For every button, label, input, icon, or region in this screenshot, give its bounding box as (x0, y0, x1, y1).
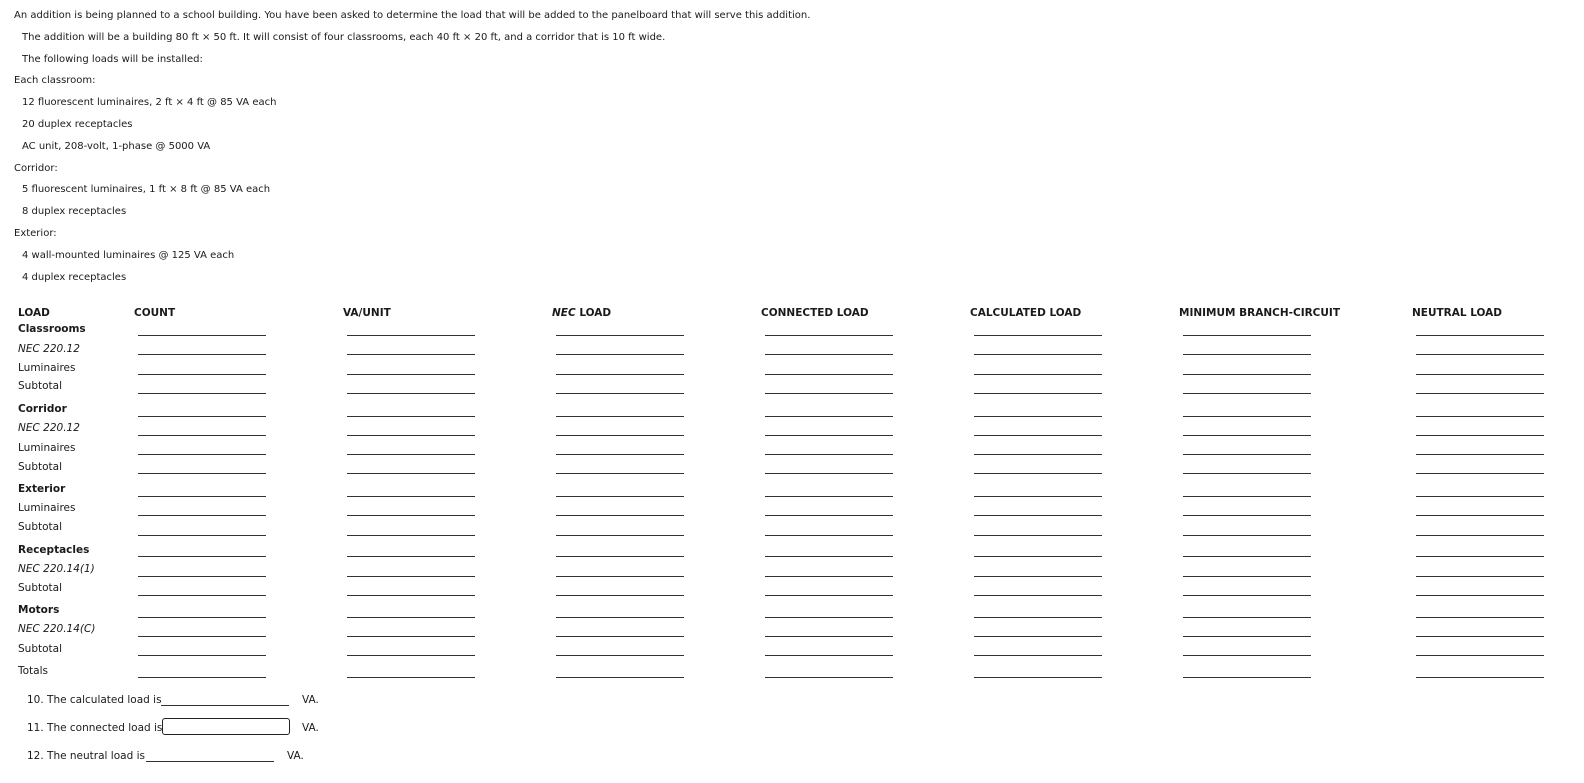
calculated-load-blank[interactable] (974, 496, 1102, 497)
count-blank[interactable] (138, 636, 266, 637)
row-label: Receptacles (18, 544, 90, 556)
nec-load-blank[interactable] (556, 655, 684, 656)
intro-line: An addition is being planned to a school building. You have been asked to determine the load that will be added to the panelboard that will serve this addition. (14, 10, 811, 21)
connected-load-blank[interactable] (765, 335, 893, 336)
row-label: Subtotal (18, 521, 62, 533)
count-blank[interactable] (138, 374, 266, 375)
row-label: Subtotal (18, 643, 62, 655)
calculated-load-blank[interactable] (974, 535, 1102, 536)
count-blank[interactable] (138, 335, 266, 336)
nec-load-blank[interactable] (556, 374, 684, 375)
count-blank[interactable] (138, 677, 266, 678)
count-blank[interactable] (138, 576, 266, 577)
nec-load-blank[interactable] (556, 393, 684, 394)
min-branch-circuit-blank[interactable] (1183, 435, 1311, 436)
va-unit-blank[interactable] (347, 636, 475, 637)
neutral-load-blank[interactable] (1416, 435, 1544, 436)
row-label: Exterior (18, 483, 66, 495)
question-11-answer-field[interactable] (162, 718, 290, 735)
min-branch-circuit-blank[interactable] (1183, 354, 1311, 355)
neutral-load-blank[interactable] (1416, 354, 1544, 355)
question-11-unit: VA. (302, 722, 319, 734)
intro-line: The following loads will be installed: (22, 53, 203, 65)
count-blank[interactable] (138, 354, 266, 355)
count-blank[interactable] (138, 617, 266, 618)
connected-load-blank[interactable] (765, 617, 893, 618)
va-unit-blank[interactable] (347, 655, 475, 656)
connected-load-blank[interactable] (765, 515, 893, 516)
connected-load-blank[interactable] (765, 636, 893, 637)
header-nec-rest: LOAD (575, 307, 612, 319)
row-label: Subtotal (18, 380, 62, 392)
intro-line: 20 duplex receptacles (22, 118, 133, 130)
row-label: Subtotal (18, 461, 62, 473)
intro-line: 5 fluorescent luminaires, 1 ft × 8 ft @ 85 VA each (22, 184, 271, 196)
va-unit-blank[interactable] (347, 374, 475, 375)
connected-load-blank[interactable] (765, 576, 893, 577)
neutral-load-blank[interactable] (1416, 515, 1544, 516)
va-unit-blank[interactable] (347, 677, 475, 678)
row-label: NEC 220.14(C) (18, 623, 96, 635)
va-unit-blank[interactable] (347, 435, 475, 436)
va-unit-blank[interactable] (347, 354, 475, 355)
va-unit-blank[interactable] (347, 556, 475, 557)
va-unit-blank[interactable] (347, 535, 475, 536)
row-label: Luminaires (18, 362, 76, 374)
header-nec-load (552, 307, 611, 319)
min-branch-circuit-blank[interactable] (1183, 576, 1311, 577)
intro-line: 8 duplex receptacles (22, 206, 127, 218)
va-unit-blank[interactable] (347, 335, 475, 336)
connected-load-blank[interactable] (765, 416, 893, 417)
calculated-load-blank[interactable] (974, 435, 1102, 436)
header-va-unit: VA/UNIT (343, 307, 391, 319)
row-label: Corridor (18, 403, 67, 415)
question-12-label: 12. The neutral load is (27, 750, 145, 762)
row-label: NEC 220.12 (18, 343, 80, 355)
calculated-load-blank[interactable] (974, 556, 1102, 557)
header-nec-italic: NEC (552, 307, 576, 319)
calculated-load-blank[interactable] (974, 655, 1102, 656)
min-branch-circuit-blank[interactable] (1183, 595, 1311, 596)
neutral-load-blank[interactable] (1416, 535, 1544, 536)
intro-line: 12 fluorescent luminaires, 2 ft × 4 ft @ 85 VA each (22, 97, 277, 109)
min-branch-circuit-blank[interactable] (1183, 335, 1311, 336)
nec-load-blank[interactable] (556, 677, 684, 678)
header-load: LOAD (18, 307, 50, 319)
intro-line: Corridor: (14, 162, 58, 174)
min-branch-circuit-blank[interactable] (1183, 515, 1311, 516)
neutral-load-blank[interactable] (1416, 393, 1544, 394)
min-branch-circuit-blank[interactable] (1183, 454, 1311, 455)
nec-load-blank[interactable] (556, 576, 684, 577)
neutral-load-blank[interactable] (1416, 576, 1544, 577)
min-branch-circuit-blank[interactable] (1183, 374, 1311, 375)
count-blank[interactable] (138, 595, 266, 596)
nec-load-blank[interactable] (556, 617, 684, 618)
calculated-load-blank[interactable] (974, 617, 1102, 618)
count-blank[interactable] (138, 454, 266, 455)
calculated-load-blank[interactable] (974, 335, 1102, 336)
header-minimum-branch-circuit: MINIMUM BRANCH-CIRCUIT (1179, 307, 1340, 319)
count-blank[interactable] (138, 556, 266, 557)
question-11-label: 11. The connected load is (27, 722, 163, 734)
count-blank[interactable] (138, 473, 266, 474)
neutral-load-blank[interactable] (1416, 473, 1544, 474)
row-label: Luminaires (18, 502, 76, 514)
min-branch-circuit-blank[interactable] (1183, 556, 1311, 557)
header-neutral-load: NEUTRAL LOAD (1412, 307, 1503, 319)
header-calculated-load: CALCULATED LOAD (970, 307, 1082, 319)
calculated-load-blank[interactable] (974, 454, 1102, 455)
nec-load-blank[interactable] (556, 496, 684, 497)
min-branch-circuit-blank[interactable] (1183, 655, 1311, 656)
connected-load-blank[interactable] (765, 677, 893, 678)
va-unit-blank[interactable] (347, 617, 475, 618)
neutral-load-blank[interactable] (1416, 677, 1544, 678)
min-branch-circuit-blank[interactable] (1183, 393, 1311, 394)
nec-load-blank[interactable] (556, 454, 684, 455)
min-branch-circuit-blank[interactable] (1183, 535, 1311, 536)
va-unit-blank[interactable] (347, 595, 475, 596)
nec-load-blank[interactable] (556, 435, 684, 436)
connected-load-blank[interactable] (765, 655, 893, 656)
header-connected-load: CONNECTED LOAD (761, 307, 869, 319)
row-label: Totals (18, 665, 48, 677)
connected-load-blank[interactable] (765, 454, 893, 455)
calculated-load-blank[interactable] (974, 576, 1102, 577)
calculated-load-blank[interactable] (974, 636, 1102, 637)
connected-load-blank[interactable] (765, 374, 893, 375)
nec-load-blank[interactable] (556, 556, 684, 557)
question-10-label: 10. The calculated load is (27, 694, 162, 706)
neutral-load-blank[interactable] (1416, 416, 1544, 417)
calculated-load-blank[interactable] (974, 374, 1102, 375)
nec-load-blank[interactable] (556, 416, 684, 417)
calculated-load-blank[interactable] (974, 393, 1102, 394)
va-unit-blank[interactable] (347, 473, 475, 474)
problem-statement (14, 10, 1214, 293)
connected-load-blank[interactable] (765, 354, 893, 355)
question-10-answer-field[interactable] (161, 705, 289, 706)
min-branch-circuit-blank[interactable] (1183, 416, 1311, 417)
min-branch-circuit-blank[interactable] (1183, 636, 1311, 637)
intro-line: 4 duplex receptacles (22, 271, 127, 283)
connected-load-blank[interactable] (765, 535, 893, 536)
row-label: Luminaires (18, 442, 76, 454)
va-unit-blank[interactable] (347, 454, 475, 455)
connected-load-blank[interactable] (765, 435, 893, 436)
neutral-load-blank[interactable] (1416, 636, 1544, 637)
row-label: NEC 220.14(1) (18, 563, 95, 575)
nec-load-blank[interactable] (556, 515, 684, 516)
row-label: Motors (18, 604, 60, 616)
min-branch-circuit-blank[interactable] (1183, 496, 1311, 497)
nec-load-blank[interactable] (556, 335, 684, 336)
neutral-load-blank[interactable] (1416, 374, 1544, 375)
neutral-load-blank[interactable] (1416, 595, 1544, 596)
count-blank[interactable] (138, 393, 266, 394)
va-unit-blank[interactable] (347, 496, 475, 497)
intro-line: The addition will be a building 80 ft × 50 ft. It will consist of four classrooms, each 40 ft × 20 ft, and a corridor that is 10 ft wide. (22, 31, 666, 43)
neutral-load-blank[interactable] (1416, 617, 1544, 618)
nec-load-blank[interactable] (556, 636, 684, 637)
calculated-load-blank[interactable] (974, 354, 1102, 355)
neutral-load-blank[interactable] (1416, 496, 1544, 497)
nec-load-blank[interactable] (556, 595, 684, 596)
calculated-load-blank[interactable] (974, 515, 1102, 516)
count-blank[interactable] (138, 435, 266, 436)
va-unit-blank[interactable] (347, 393, 475, 394)
nec-load-blank[interactable] (556, 354, 684, 355)
row-label: NEC 220.12 (18, 422, 80, 434)
connected-load-blank[interactable] (765, 595, 893, 596)
connected-load-blank[interactable] (765, 473, 893, 474)
nec-load-blank[interactable] (556, 473, 684, 474)
neutral-load-blank[interactable] (1416, 655, 1544, 656)
count-blank[interactable] (138, 655, 266, 656)
min-branch-circuit-blank[interactable] (1183, 617, 1311, 618)
question-10-unit: VA. (302, 694, 319, 706)
header-count: COUNT (134, 307, 176, 319)
neutral-load-blank[interactable] (1416, 454, 1544, 455)
neutral-load-blank[interactable] (1416, 556, 1544, 557)
intro-line: AC unit, 208-volt, 1-phase @ 5000 VA (22, 140, 211, 152)
row-label: Classrooms (18, 323, 86, 335)
calculated-load-blank[interactable] (974, 595, 1102, 596)
va-unit-blank[interactable] (347, 576, 475, 577)
min-branch-circuit-blank[interactable] (1183, 677, 1311, 678)
neutral-load-blank[interactable] (1416, 335, 1544, 336)
connected-load-blank[interactable] (765, 393, 893, 394)
connected-load-blank[interactable] (765, 496, 893, 497)
intro-line: Each classroom: (14, 75, 96, 87)
intro-line: Exterior: (14, 227, 57, 239)
va-unit-blank[interactable] (347, 416, 475, 417)
va-unit-blank[interactable] (347, 515, 475, 516)
calculated-load-blank[interactable] (974, 473, 1102, 474)
question-12-answer-field[interactable] (146, 761, 274, 762)
row-label: Subtotal (18, 582, 62, 594)
count-blank[interactable] (138, 535, 266, 536)
min-branch-circuit-blank[interactable] (1183, 473, 1311, 474)
calculated-load-blank[interactable] (974, 416, 1102, 417)
question-12-unit: VA. (287, 750, 304, 762)
nec-load-blank[interactable] (556, 535, 684, 536)
count-blank[interactable] (138, 416, 266, 417)
count-blank[interactable] (138, 515, 266, 516)
connected-load-blank[interactable] (765, 556, 893, 557)
calculated-load-blank[interactable] (974, 677, 1102, 678)
intro-line: 4 wall-mounted luminaires @ 125 VA each (22, 249, 235, 261)
count-blank[interactable] (138, 496, 266, 497)
